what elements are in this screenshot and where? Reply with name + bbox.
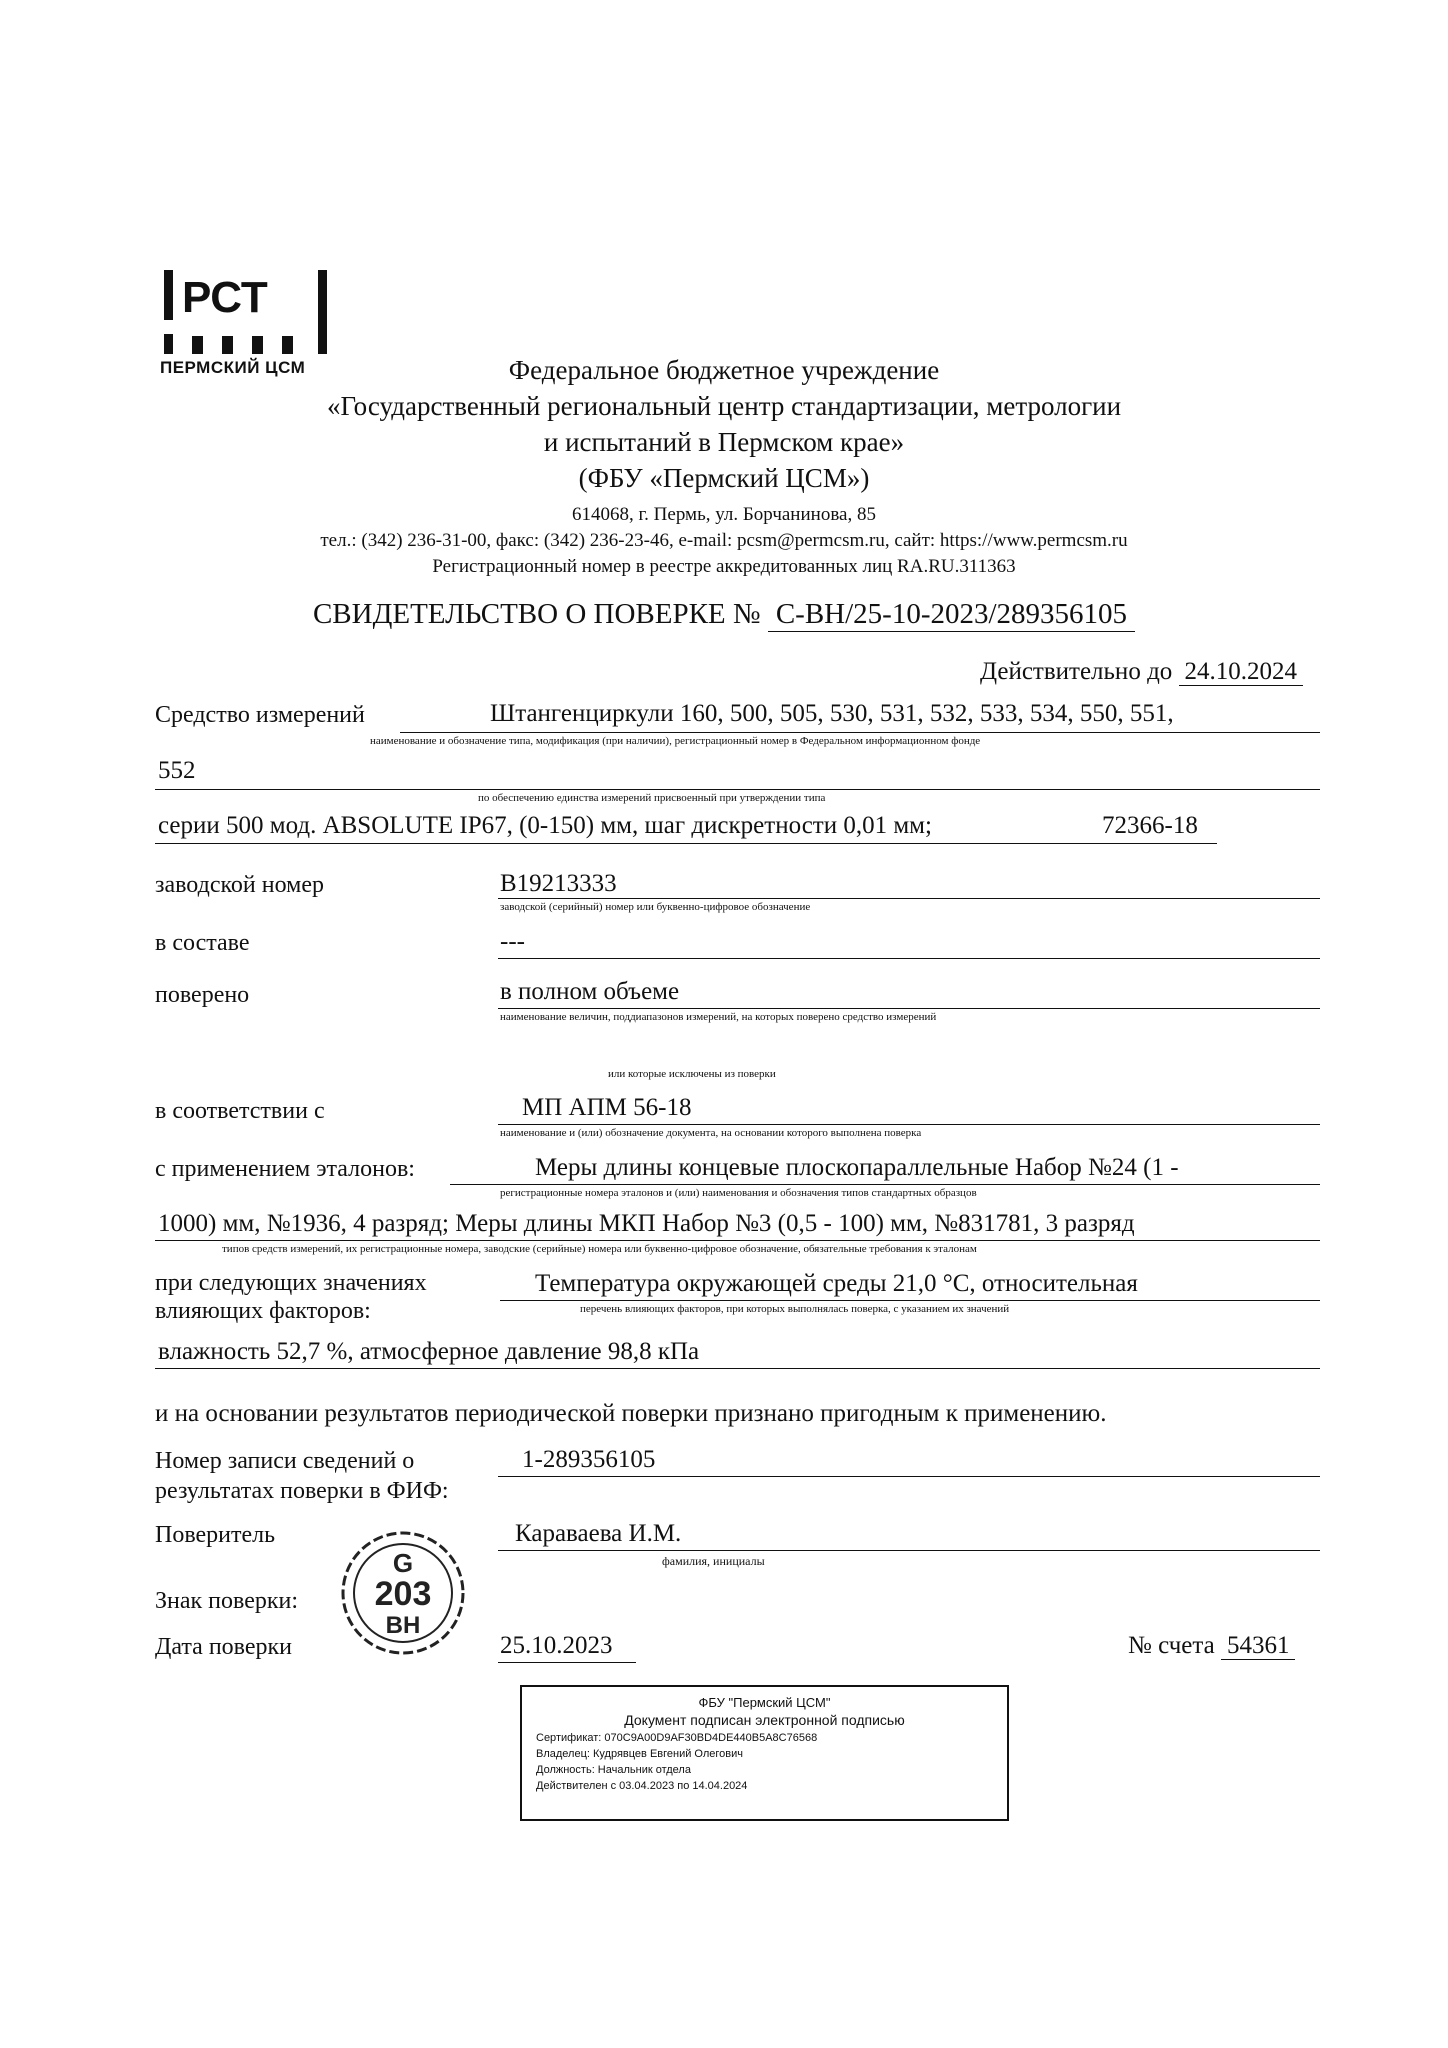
record-label-1: Номер записи сведений о bbox=[155, 1448, 415, 1474]
rst-logo bbox=[160, 262, 332, 354]
instrument-caption-1: наименование и обозначение типа, модификация (при наличии), регистрационный номер в Федеральном информационном фонде bbox=[370, 735, 981, 747]
e-signature-box bbox=[520, 1685, 1009, 1821]
standards-caption-1: регистрационные номера эталонов и (или) наименования и обозначения типов стандартных образцов bbox=[500, 1187, 977, 1199]
instrument-regnum: 72366-18 bbox=[1102, 812, 1198, 839]
logo-subtitle: ПЕРМСКИЙ ЦСМ bbox=[160, 358, 306, 377]
composition-label: в составе bbox=[155, 930, 250, 956]
factors-label-2: влияющих факторов: bbox=[155, 1298, 371, 1324]
standards-value-2: 1000) мм, №1936, 4 разряд; Меры длины МКП Набор №3 (0,5 - 100) мм, №831781, 3 разряд bbox=[158, 1210, 1135, 1237]
sig-position: Должность: Начальник отдела bbox=[536, 1764, 691, 1776]
date-line bbox=[498, 1662, 636, 1663]
standards-caption-2: типов средств измерений, их регистрационные номера, заводские (серийные) номера или буквенно-цифровое обозначение, обязательные требования к эталонам bbox=[222, 1243, 977, 1255]
composition-line bbox=[498, 958, 1320, 959]
standards-value-1: Меры длины концевые плоскопараллельные Набор №24 (1 - bbox=[535, 1154, 1179, 1181]
org-contacts: тел.: (342) 236-31-00, факс: (342) 236-23-46, e-mail: pcsm@permcsm.ru, сайт: https://www.permcsm.ru bbox=[320, 530, 1128, 551]
accordance-label: в соответствии с bbox=[155, 1098, 325, 1124]
mark-label: Знак поверки: bbox=[155, 1588, 299, 1614]
serial-label: заводской номер bbox=[155, 872, 324, 898]
verified-label: поверено bbox=[155, 982, 250, 1008]
factors-value-1: Температура окружающей среды 21,0 °С, относительная bbox=[535, 1270, 1138, 1297]
valid-until-date: 24.10.2024 bbox=[1179, 658, 1304, 686]
verified-caption-1: наименование величин, поддиапазонов измерений, на которых поверено средство измерений bbox=[500, 1011, 937, 1023]
org-line-1: Федеральное бюджетное учреждение bbox=[508, 355, 940, 385]
serial-value: B19213333 bbox=[500, 870, 617, 897]
verifier-label: Поверитель bbox=[155, 1522, 276, 1548]
sig-org: ФБУ "Пермский ЦСМ" bbox=[698, 1695, 831, 1710]
valid-until-label: Действительно до bbox=[980, 658, 1173, 685]
org-line-2: «Государственный региональный центр стандартизации, метрологии bbox=[326, 391, 1122, 421]
sig-cert: Сертификат: 070C9A00D9AF30BD4DE440B5A8C76568 bbox=[536, 1732, 818, 1744]
instrument-caption-2: по обеспечению единства измерений присвоенный при утверждении типа bbox=[478, 792, 826, 804]
instrument-line-2 bbox=[155, 789, 1320, 790]
factors-caption: перечень влияющих факторов, при которых выполнялась поверка, с указанием их значений bbox=[580, 1303, 1010, 1315]
instrument-line-3 bbox=[155, 843, 1217, 844]
standards-line-1 bbox=[450, 1184, 1320, 1185]
composition-value: --- bbox=[500, 928, 525, 955]
factors-label-1: при следующих значениях bbox=[155, 1270, 427, 1296]
verified-caption-2: или которые исключены из поверки bbox=[608, 1068, 776, 1080]
org-address: 614068, г. Пермь, ул. Борчанинова, 85 bbox=[572, 504, 876, 525]
factors-value-2: влажность 52,7 %, атмосферное давление 98,8 кПа bbox=[158, 1338, 700, 1365]
standards-line-2 bbox=[155, 1240, 1320, 1241]
certificate-title bbox=[0, 598, 1448, 632]
sig-valid: Действителен с 03.04.2023 по 14.04.2024 bbox=[536, 1780, 748, 1792]
accordance-caption: наименование и (или) обозначение документа, на основании которого выполнена поверка bbox=[500, 1127, 922, 1139]
date-label: Дата поверки bbox=[155, 1634, 293, 1660]
accordance-line bbox=[498, 1124, 1320, 1125]
instrument-value-1: Штангенциркули 160, 500, 505, 530, 531, 532, 533, 534, 550, 551, bbox=[490, 700, 1174, 727]
certificate-number: С-ВН/25-10-2023/289356105 bbox=[768, 598, 1135, 632]
svg-text:ВН: ВН bbox=[385, 1612, 421, 1639]
sig-owner: Владелец: Кудрявцев Евгений Олегович bbox=[536, 1748, 744, 1760]
factors-line-2 bbox=[155, 1368, 1320, 1369]
accordance-value: МП АПМ 56-18 bbox=[522, 1094, 692, 1121]
invoice-value: 54361 bbox=[1221, 1632, 1296, 1660]
conclusion-text: и на основании результатов периодической поверки признано пригодным к применению. bbox=[155, 1400, 1107, 1427]
org-line-3: и испытаний в Пермском крае» bbox=[543, 427, 905, 457]
verifier-value: Караваева И.М. bbox=[515, 1520, 682, 1547]
svg-text:203: 203 bbox=[374, 1575, 432, 1613]
instrument-value-3: серии 500 мод. ABSOLUTE IP67, (0-150) мм, шаг дискретности 0,01 мм; bbox=[158, 812, 932, 839]
invoice bbox=[1128, 1632, 1295, 1660]
verifier-line bbox=[498, 1550, 1320, 1551]
verifier-caption: фамилия, инициалы bbox=[662, 1554, 765, 1568]
record-value: 1-289356105 bbox=[522, 1446, 656, 1473]
verification-stamp bbox=[338, 1528, 468, 1658]
instrument-label: Средство измерений bbox=[155, 702, 365, 728]
record-label-2: результатах поверки в ФИФ: bbox=[155, 1478, 449, 1504]
org-line-4: (ФБУ «Пермский ЦСМ») bbox=[578, 463, 870, 493]
serial-caption: заводской (серийный) номер или буквенно-цифровое обозначение bbox=[500, 901, 811, 913]
certificate-title-prefix: СВИДЕТЕЛЬСТВО О ПОВЕРКЕ № bbox=[312, 598, 761, 630]
verified-value: в полном объеме bbox=[500, 978, 680, 1005]
date-value: 25.10.2023 bbox=[500, 1632, 613, 1659]
svg-text:G: G bbox=[392, 1548, 414, 1578]
sig-title: Документ подписан электронной подписью bbox=[624, 1712, 905, 1728]
org-registry: Регистрационный номер в реестре аккредитованных лиц RA.RU.311363 bbox=[432, 556, 1016, 577]
factors-line-1 bbox=[500, 1300, 1320, 1301]
serial-line bbox=[498, 898, 1320, 899]
record-line bbox=[498, 1476, 1320, 1477]
valid-until bbox=[980, 658, 1303, 686]
logo-text: РСТ bbox=[182, 273, 268, 322]
instrument-value-2: 552 bbox=[158, 757, 196, 784]
instrument-line-1 bbox=[400, 732, 1320, 733]
verified-line bbox=[498, 1008, 1320, 1009]
standards-label: с применением эталонов: bbox=[155, 1156, 415, 1182]
invoice-label: № счета bbox=[1128, 1632, 1215, 1659]
